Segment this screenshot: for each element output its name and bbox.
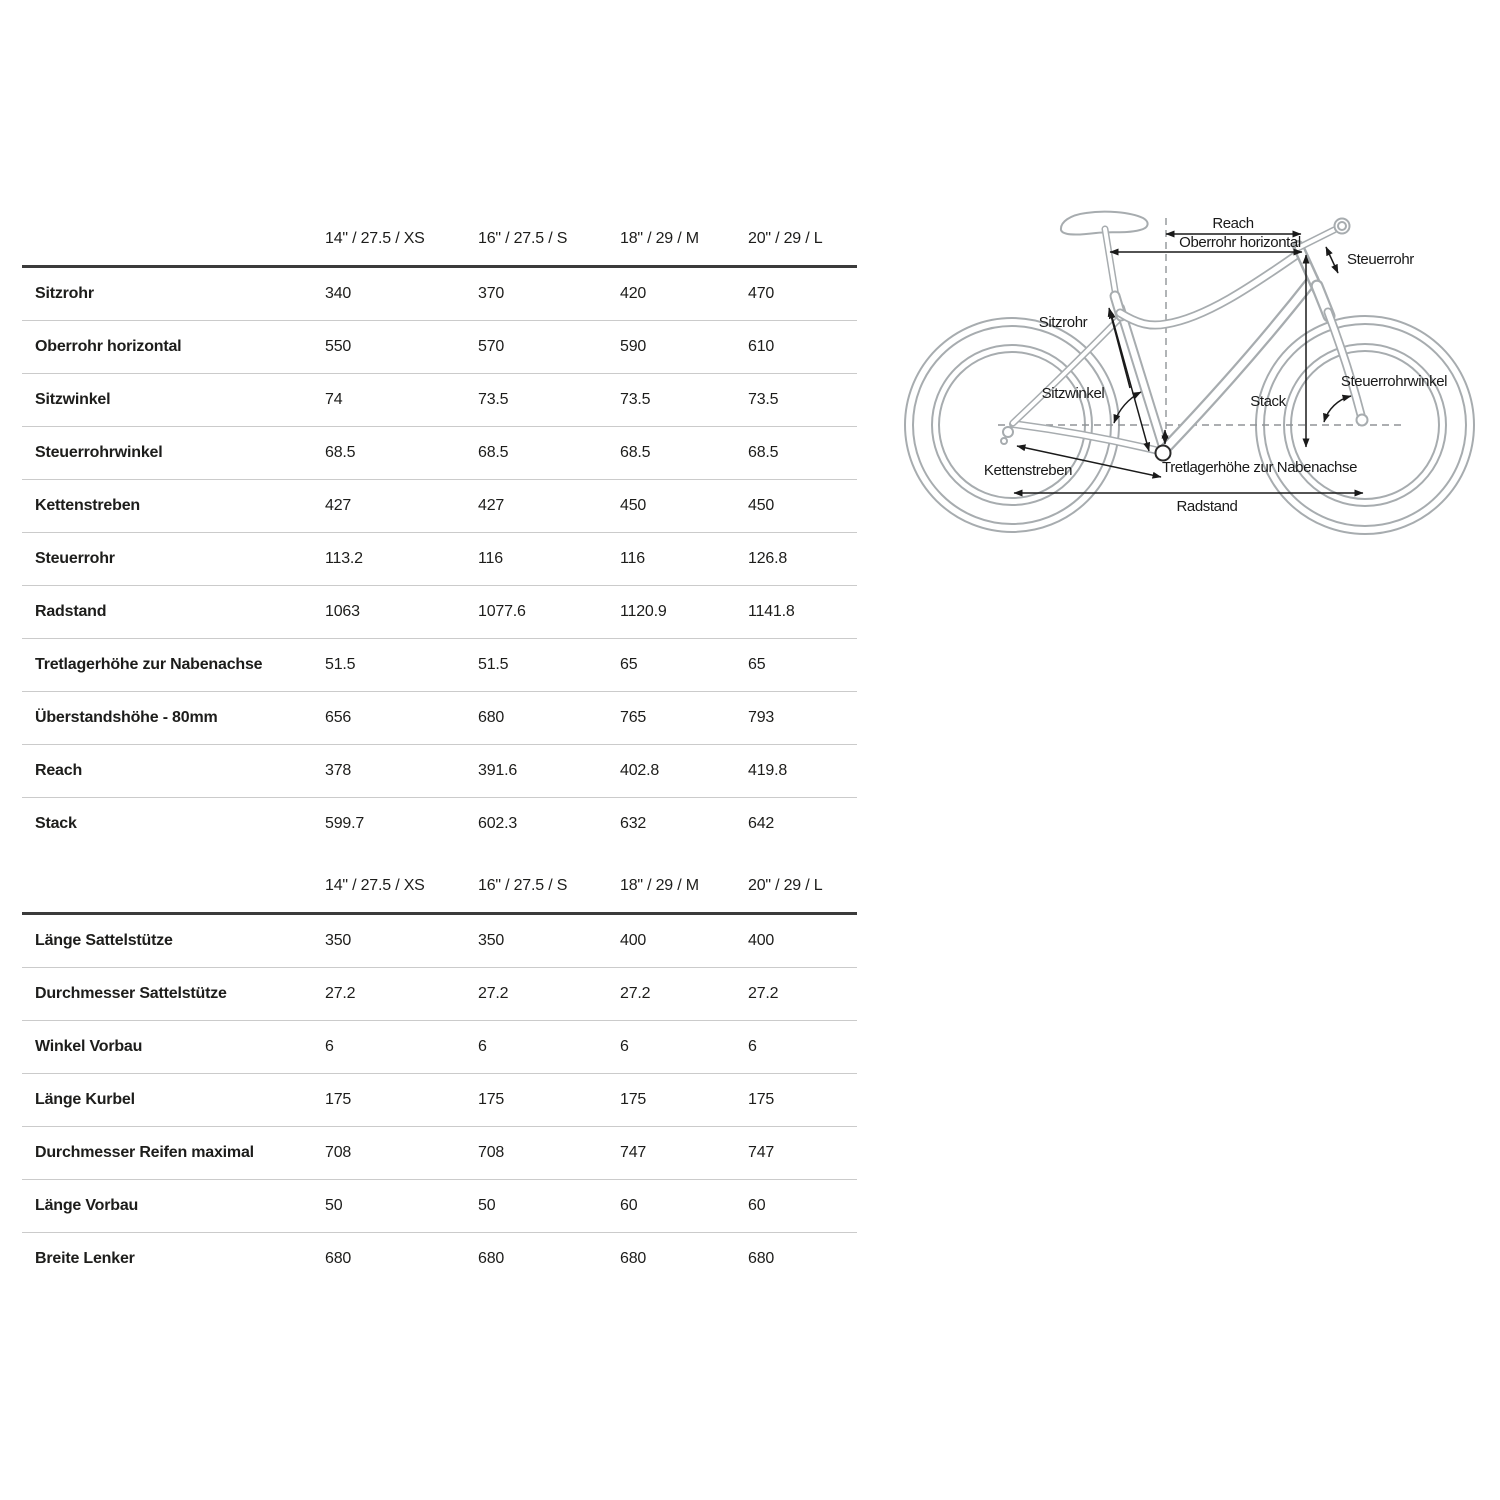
cell-value: 632	[620, 815, 647, 832]
cell-value: 747	[620, 1144, 647, 1161]
cell-value: 74	[325, 391, 343, 408]
geometry-row	[22, 1127, 857, 1180]
cell-value: 793	[748, 709, 775, 726]
frame-geometry-table	[22, 212, 857, 850]
cell-value: 73.5	[620, 391, 651, 408]
row-label: Länge Vorbau	[35, 1197, 139, 1214]
cell-value: 590	[620, 338, 647, 355]
cell-value: 470	[748, 285, 775, 302]
cell-value: 402.8	[620, 762, 660, 779]
cell-value: 116	[620, 550, 645, 567]
cell-value: 602.3	[478, 815, 518, 832]
cell-value: 68.5	[748, 444, 779, 461]
cell-value: 680	[478, 709, 505, 726]
size-column-header: 20" / 29 / L	[748, 229, 823, 247]
cell-value: 1077.6	[478, 603, 526, 620]
derailleur-art	[1003, 427, 1013, 437]
geometry-row	[22, 1180, 857, 1233]
cell-value: 27.2	[620, 985, 651, 1002]
geometry-row	[22, 968, 857, 1021]
cell-value: 680	[620, 1250, 647, 1267]
cell-value: 427	[478, 497, 505, 514]
geometry-row	[22, 798, 857, 850]
size-column-header: 20" / 29 / L	[748, 876, 823, 894]
row-label: Länge Kurbel	[35, 1091, 135, 1108]
row-label: Länge Sattelstütze	[35, 932, 173, 949]
geometry-row	[22, 427, 857, 480]
cell-value: 51.5	[325, 656, 356, 673]
label-steuerrohrwinkel: Steuerrohrwinkel	[1340, 373, 1448, 390]
row-label: Radstand	[35, 603, 107, 620]
cell-value: 340	[325, 285, 352, 302]
cell-value: 50	[325, 1197, 343, 1214]
cell-value: 450	[748, 497, 775, 514]
cell-value: 680	[478, 1250, 505, 1267]
cell-value: 60	[620, 1197, 638, 1214]
cell-value: 73.5	[478, 391, 509, 408]
cell-value: 126.8	[748, 550, 788, 567]
cell-value: 60	[748, 1197, 766, 1214]
label-reach: Reach	[1212, 215, 1254, 232]
label-sitzwinkel: Sitzwinkel	[1041, 385, 1105, 402]
cell-value: 708	[478, 1144, 505, 1161]
cell-value: 65	[620, 656, 638, 673]
cell-value: 6	[325, 1038, 334, 1055]
handlebar-grip-art	[1335, 219, 1350, 234]
label-kettenstreben: Kettenstreben	[983, 462, 1073, 479]
size-column-header: 18" / 29 / M	[620, 876, 699, 894]
cell-value: 599.7	[325, 815, 365, 832]
cell-value: 6	[478, 1038, 487, 1055]
cell-value: 350	[325, 932, 352, 949]
label-radstand: Radstand	[1176, 498, 1238, 515]
cell-value: 708	[325, 1144, 352, 1161]
size-column-header: 18" / 29 / M	[620, 229, 699, 247]
row-label: Überstandshöhe - 80mm	[35, 709, 218, 726]
row-label: Sitzwinkel	[35, 391, 111, 408]
cell-value: 427	[325, 497, 352, 514]
geometry-row	[22, 533, 857, 586]
size-header-row	[22, 859, 857, 915]
cell-value: 656	[325, 709, 352, 726]
bike-geometry-diagram	[900, 180, 1500, 560]
size-column-header: 14" / 27.5 / XS	[325, 229, 425, 247]
cell-value: 73.5	[748, 391, 779, 408]
cell-value: 1120.9	[620, 603, 667, 620]
row-label: Durchmesser Sattelstütze	[35, 985, 227, 1002]
geometry-row	[22, 1074, 857, 1127]
fork-dropout-art	[1357, 415, 1368, 426]
geometry-row	[22, 639, 857, 692]
cell-value: 27.2	[748, 985, 779, 1002]
steuerrohrwinkel-arc	[1324, 396, 1351, 422]
cell-value: 68.5	[325, 444, 356, 461]
row-label: Steuerrohr	[35, 550, 115, 567]
cell-value: 370	[478, 285, 505, 302]
cell-value: 450	[620, 497, 647, 514]
cell-value: 175	[748, 1091, 775, 1108]
size-column-header: 14" / 27.5 / XS	[325, 876, 425, 894]
geometry-row	[22, 1021, 857, 1074]
row-label: Durchmesser Reifen maximal	[35, 1144, 254, 1161]
geometry-row	[22, 745, 857, 798]
geometry-row	[22, 268, 857, 321]
geometry-row	[22, 586, 857, 639]
cell-value: 113.2	[325, 550, 363, 567]
geometry-row	[22, 692, 857, 745]
cell-value: 350	[478, 932, 505, 949]
label-sitzrohr: Sitzrohr	[1038, 314, 1088, 331]
cell-value: 116	[478, 550, 503, 567]
cell-value: 51.5	[478, 656, 509, 673]
cell-value: 50	[478, 1197, 496, 1214]
row-label: Kettenstreben	[35, 497, 140, 514]
cell-value: 765	[620, 709, 647, 726]
cell-value: 1141.8	[748, 603, 795, 620]
component-dimensions-table	[22, 859, 857, 1285]
label-oberrohr: Oberrohr horizontal	[1179, 234, 1301, 251]
geometry-row	[22, 374, 857, 427]
cell-value: 1063	[325, 603, 360, 620]
geometry-row	[22, 321, 857, 374]
cell-value: 68.5	[478, 444, 509, 461]
row-label: Oberrohr horizontal	[35, 338, 182, 355]
cell-value: 65	[748, 656, 766, 673]
cell-value: 747	[748, 1144, 775, 1161]
size-column-header: 16" / 27.5 / S	[478, 876, 568, 894]
row-label: Tretlagerhöhe zur Nabenachse	[35, 656, 263, 673]
cell-value: 550	[325, 338, 352, 355]
cell-value: 391.6	[478, 762, 518, 779]
cell-value: 570	[478, 338, 505, 355]
cell-value: 27.2	[325, 985, 356, 1002]
cell-value: 642	[748, 815, 775, 832]
cell-value: 27.2	[478, 985, 509, 1002]
label-stack: Stack	[1250, 393, 1286, 410]
label-steuerrohr: Steuerrohr	[1347, 251, 1414, 268]
geometry-row	[22, 1233, 857, 1285]
cell-value: 680	[748, 1250, 775, 1267]
size-header-row	[22, 212, 857, 268]
geometry-row	[22, 915, 857, 968]
geometry-row	[22, 480, 857, 533]
row-label: Breite Lenker	[35, 1250, 135, 1267]
cell-value: 175	[478, 1091, 505, 1108]
cell-value: 400	[620, 932, 647, 949]
label-tretlagerhoehe: Tretlagerhöhe zur Nabenachse	[1162, 459, 1358, 476]
cell-value: 680	[325, 1250, 352, 1267]
cell-value: 378	[325, 762, 352, 779]
cell-value: 6	[748, 1038, 757, 1055]
size-column-header: 16" / 27.5 / S	[478, 229, 568, 247]
cell-value: 400	[748, 932, 775, 949]
row-label: Winkel Vorbau	[35, 1038, 143, 1055]
cell-value: 175	[325, 1091, 352, 1108]
bike-diagram-svg	[900, 180, 1500, 560]
cell-value: 419.8	[748, 762, 788, 779]
row-label: Steuerrohrwinkel	[35, 444, 163, 461]
row-label: Stack	[35, 815, 77, 832]
row-label: Reach	[35, 762, 83, 779]
cell-value: 175	[620, 1091, 647, 1108]
cell-value: 610	[748, 338, 775, 355]
cell-value: 420	[620, 285, 647, 302]
steuerrohr-arrow	[1326, 247, 1338, 273]
row-label: Sitzrohr	[35, 285, 94, 302]
cell-value: 6	[620, 1038, 629, 1055]
cell-value: 68.5	[620, 444, 651, 461]
